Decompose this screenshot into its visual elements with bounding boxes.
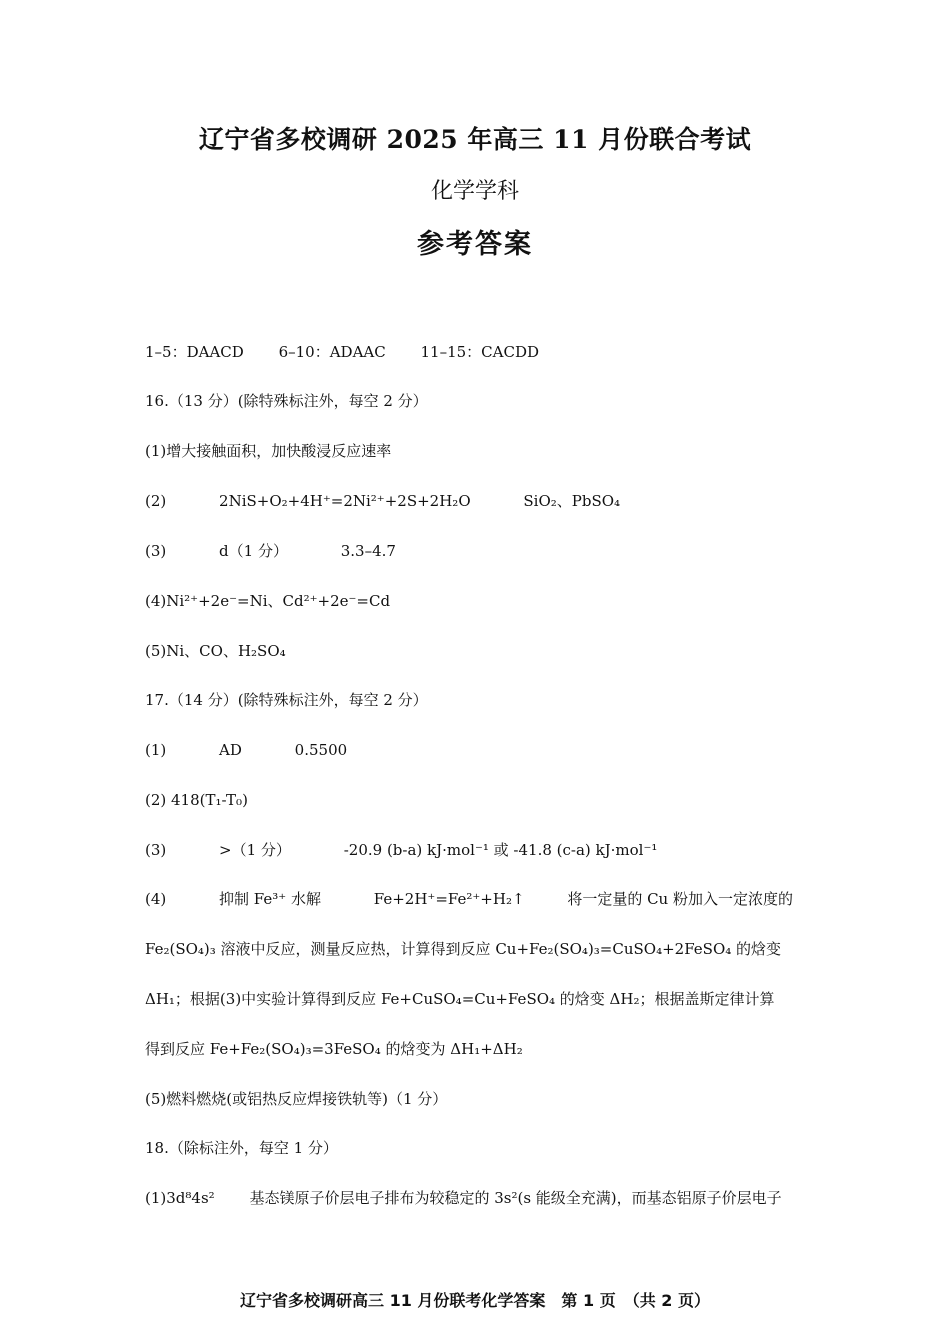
q16-part-1: (1)增大接触面积，加快酸浸反应速率: [145, 442, 392, 460]
q17-part-5: (5)燃料燃烧(或铝热反应焊接铁轨等)（1 分）: [145, 1090, 448, 1108]
q16-part-2-residue: SiO₂、PbSO₄: [523, 492, 621, 510]
q17-part-4-answer-b: Fe+2H⁺=Fe²⁺+H₂↑: [373, 890, 525, 908]
q16-part-4: (4)Ni²⁺+2e⁻=Ni、Cd²⁺+2e⁻=Cd: [145, 592, 391, 610]
q17-part-4-line-3: ΔH₁；根据(3)中实验计算得到反应 Fe+CuSO₄=Cu+FeSO₄ 的焓变 ΔH₂；根据盖斯定律计算: [145, 990, 775, 1008]
q16-part-3-answer-a: d（1 分）: [219, 542, 288, 560]
mc-group-2: 6–10：ADAAC: [278, 343, 386, 361]
q18-heading: 18.（除标注外，每空 1 分）: [145, 1139, 338, 1157]
q17-part-1-answer-b: 0.5500: [294, 741, 348, 759]
q16-part-3-answer-b: 3.3–4.7: [340, 542, 396, 560]
q17-part-4: [145, 889, 793, 909]
q18-part-1-explanation: 基态镁原子价层电子排布为较稳定的 3s²(s 能级全充满)，而基态铝原子价层电子: [249, 1189, 782, 1207]
q17-part-4-answer-a: 抑制 Fe³⁺ 水解: [219, 890, 321, 908]
q17-part-4-line-4: 得到反应 Fe+Fe₂(SO₄)₃=3FeSO₄ 的焓变为 ΔH₁+ΔH₂: [145, 1040, 523, 1058]
q17-part-4-line-2: Fe₂(SO₄)₃ 溶液中反应，测量反应热，计算得到反应 Cu+Fe₂(SO₄)₃=CuSO₄+2FeSO₄ 的焓变: [145, 940, 782, 958]
subject-label: 化学学科: [430, 179, 519, 204]
mc-answers: [145, 342, 539, 362]
q17-part-3: [145, 840, 657, 860]
q17-part-4-label: (4): [145, 890, 167, 908]
q18-part-1-config: (1)3d⁸4s²: [145, 1189, 215, 1207]
q16-part-5: (5)Ni、CO、H₂SO₄: [145, 642, 286, 660]
mc-group-1: 1–5：DAACD: [145, 343, 244, 361]
q17-part-3-label: (3): [145, 841, 167, 859]
document-title: 辽宁省多校调研 2025 年高三 11 月份联合考试: [198, 125, 752, 154]
answer-banner: 参考答案: [417, 229, 533, 260]
q16-part-2-label: (2): [145, 492, 167, 510]
q17-part-3-answer-a: >（1 分）: [219, 841, 291, 859]
q16-heading: 16.（13 分）(除特殊标注外，每空 2 分）: [145, 392, 428, 410]
q17-part-1: [145, 740, 347, 760]
q18-part-1: [145, 1188, 782, 1208]
q16-part-2: [145, 491, 620, 511]
q16-part-2-equation: 2NiS+O₂+4H⁺=2Ni²⁺+2S+2H₂O: [219, 492, 471, 510]
q16-part-3: [145, 541, 396, 561]
q16-part-3-label: (3): [145, 542, 167, 560]
q17-part-4-answer-c: 将一定量的 Cu 粉加入一定浓度的: [567, 890, 793, 908]
q17-part-3-answer-b: -20.9 (b-a) kJ·mol⁻¹ 或 -41.8 (c-a) kJ·mol⁻¹: [343, 841, 658, 859]
q17-part-2: (2) 418(T₁-T₀): [145, 791, 248, 809]
mc-group-3: 11–15：CACDD: [420, 343, 540, 361]
q17-heading: 17.（14 分）(除特殊标注外，每空 2 分）: [145, 691, 428, 709]
q17-part-1-answer-a: AD: [219, 741, 242, 759]
q17-part-1-label: (1): [145, 741, 167, 759]
page-footer: 辽宁省多校调研高三 11 月份联考化学答案 第 1 页 （共 2 页）: [240, 1291, 710, 1310]
